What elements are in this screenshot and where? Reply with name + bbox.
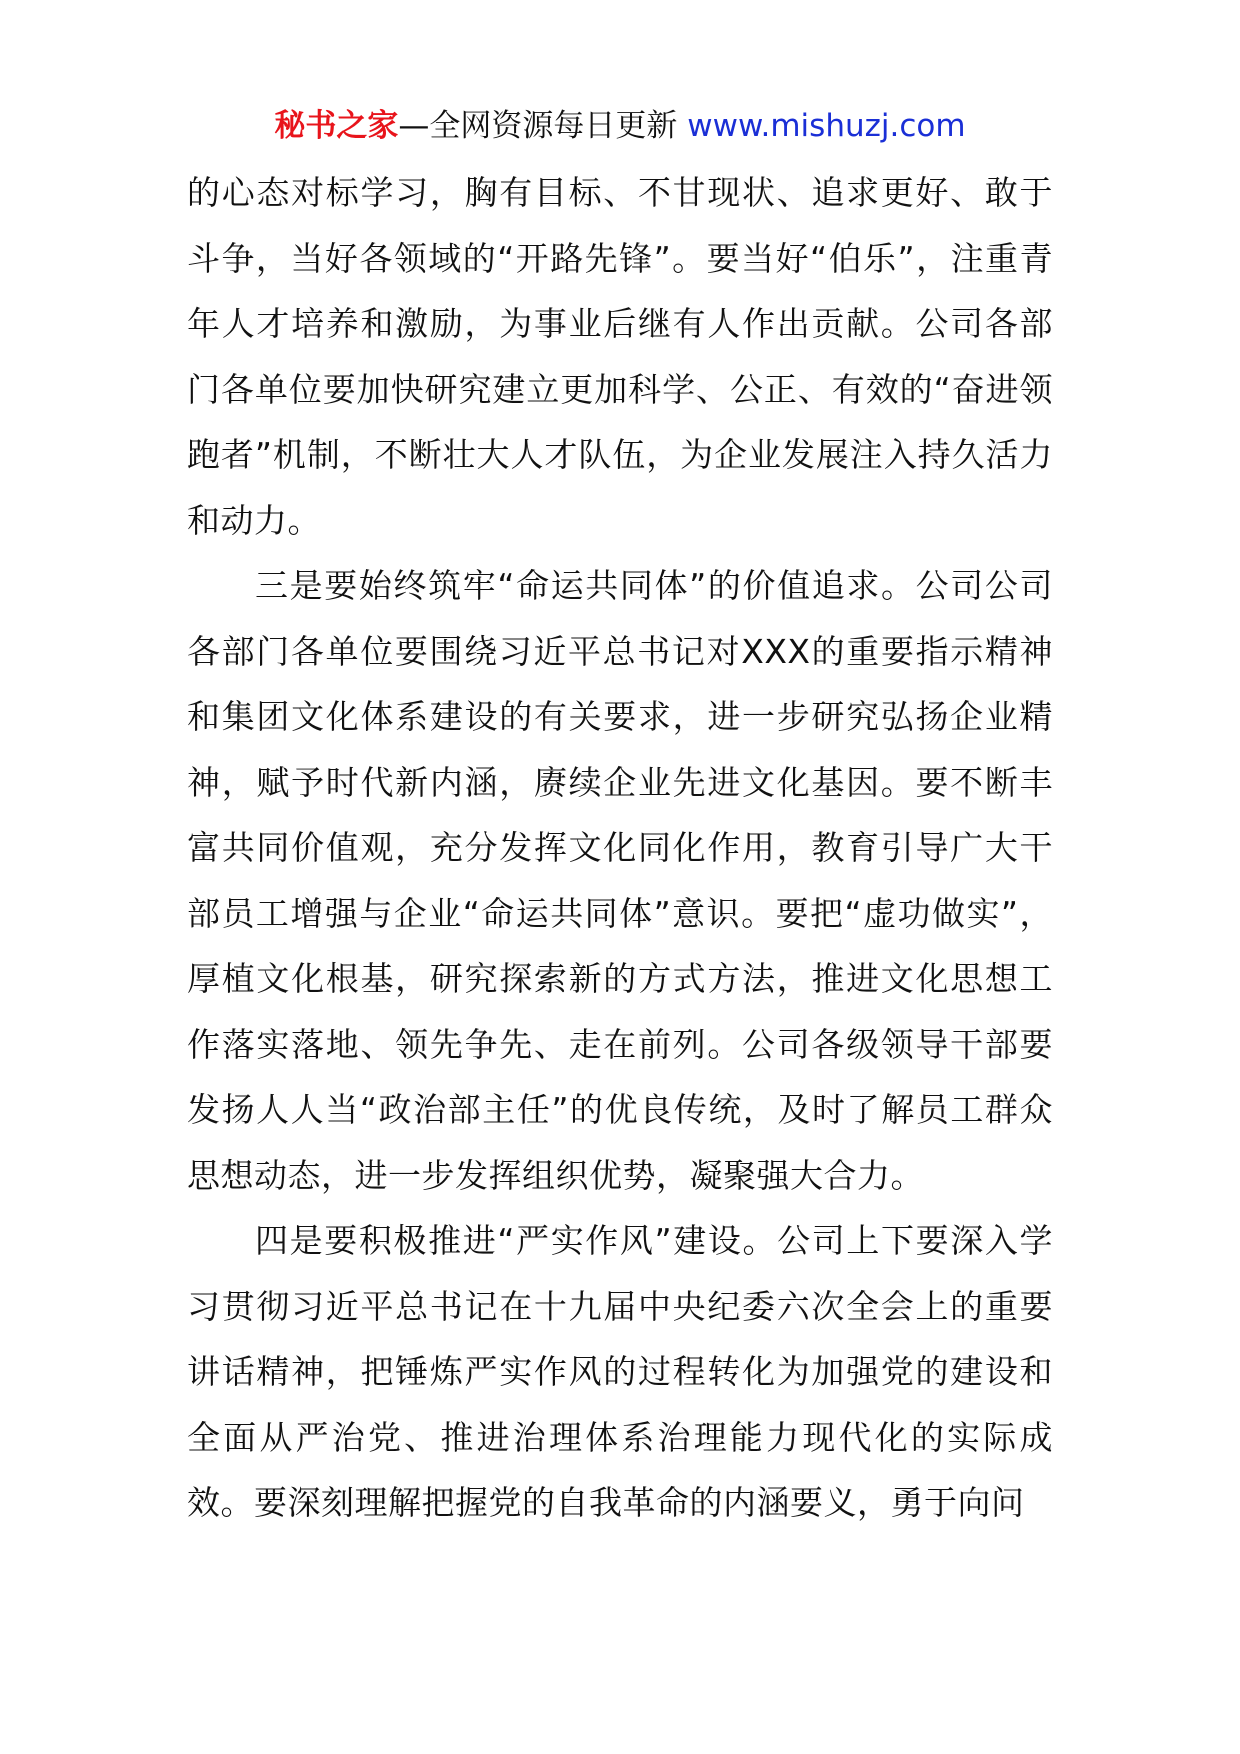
paragraph-1: 的心态对标学习，胸有目标、不甘现状、追求更好、敢于斗争，当好各领域的“开路先锋”。要当好“伯乐”，注重青年人才培养和激励，为事业后继有人作出贡献。公司各部门各单位要加快研究建立更加科学、公正、有效的“奋进领跑者”机制，不断壮大人才队伍，为企业发展注入持久活力和动力。 (187, 173, 1053, 540)
header-tagline: —全网资源每日更新 (398, 108, 688, 144)
brand-name: 秘书之家 (274, 108, 399, 144)
document-body (187, 160, 1053, 1536)
paragraph-2: 三是要始终筑牢“命运共同体”的价值追求。公司公司各部门各单位要围绕习近平总书记对XXX的重要指示精神和集团文化体系建设的有关要求，进一步研究弘扬企业精神，赋予时代新内涵，赓续企业先进文化基因。要不断丰富共同价值观，充分发挥文化同化作用，教育引导广大干部员工增强与企业“命运共同体”意识。要把“虚功做实”，厚植文化根基，研究探索新的方式方法，推进文化思想工作落实落地、领先争先、走在前列。公司各级领导干部要发扬人人当“政治部主任”的优良传统，及时了解员工群众思想动态，进一步发挥组织优势，凝聚强大合力。 (187, 566, 1053, 1195)
website-url[interactable]: www.mishuzj.com (687, 108, 966, 144)
page-header (0, 104, 1240, 148)
paragraph-3: 四是要积极推进“严实作风”建设。公司上下要深入学习贯彻习近平总书记在十九届中央纪委六次全会上的重要讲话精神，把锤炼严实作风的过程转化为加强党的建设和全面从严治党、推进治理体系治理能力现代化的实际成效。要深刻理解把握党的自我革命的内涵要义，勇于向问 (187, 1221, 1053, 1522)
